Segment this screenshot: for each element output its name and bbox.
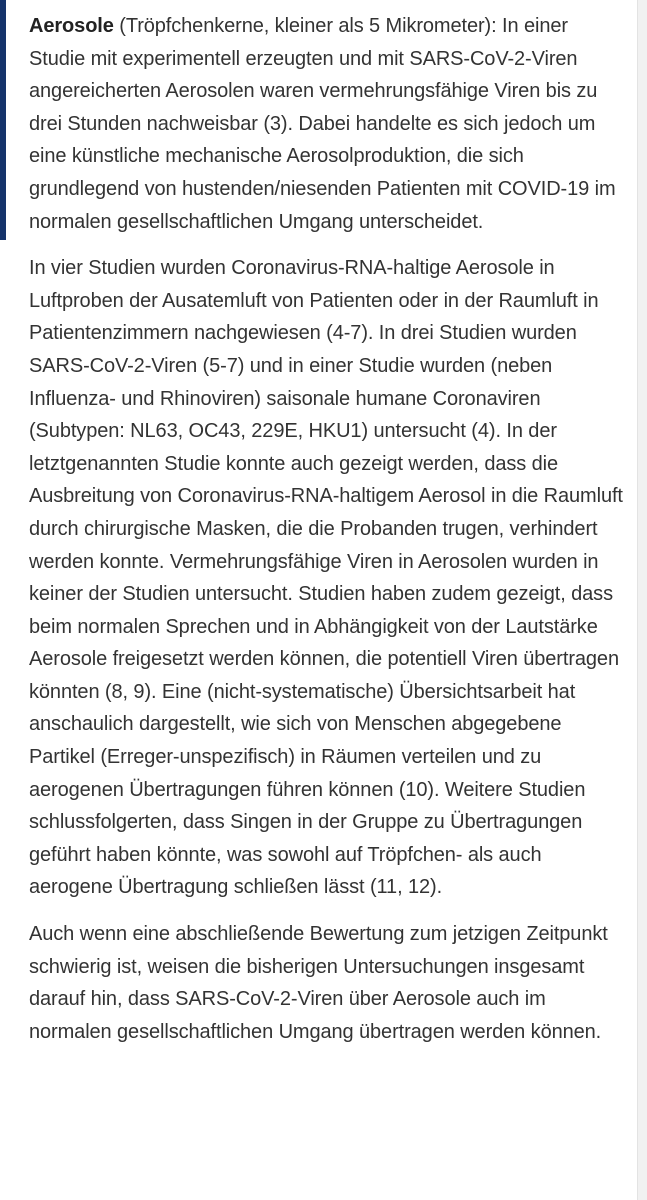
paragraph-studies: In vier Studien wurden Coronavirus-RNA-haltige Aerosole in Luftproben der Ausatemluft von Patienten oder in der Raumluft in Patientenzimmern nachgewiesen (4-7). In drei Studien wurden SARS-CoV-2-Viren (5-7) und in einer Studie wurden (neben Influenza- und Rhinoviren) saisonale humane Coronaviren (Subtypen: NL63, OC43, 229E, HKU1) untersucht (4). In der letztgenannten Studie konnte auch gezeigt werden, dass die Ausbreitung von Coronavirus-RNA-haltigem Aerosol in die Raumluft durch chirurgische Masken, die die Probanden trugen, verhindert werden konnte. Vermehrungsfähige Viren in Aerosolen wurden in keiner der Studien untersucht. Studien haben zudem gezeigt, dass beim normalen Sprechen und in Abhängigkeit von der Lautstärke Aerosole freigesetzt werden können, die potentiell Viren übertragen könnten (8, 9). Eine (nicht-systematische) Übersichtsarbeit hat anschaulich dargestellt, wie sich von Menschen abgegebene Partikel (Erreger-unspezifisch) in Räumen verteilen und zu aerogenen Übertragungen führen können (10). Weitere Studien schlussfolgerten, dass Singen in der Gruppe zu Übertragungen geführt haben könnte, was sowohl auf Tröpfchen- als auch aerogene Übertragung schließen lässt (11, 12). (29, 257, 623, 899)
paragraph-aerosole-text: (Tröpfchenkerne, kleiner als 5 Mikrometer): In einer Studie mit experimentell erzeugten und mit SARS-CoV-2-Viren angereicherten Aerosolen waren vermehrungsfähige Viren bis zu drei Stunden nachweisbar (3). Dabei handelte es sich jedoch um eine künstliche mechanische Aerosolproduktion, die sich grundlegend von hustenden/niesenden Patienten mit COVID-19 im normalen gesellschaftlichen Umgang unterscheidet. (29, 15, 616, 233)
term-aerosole: Aerosole (29, 15, 114, 37)
paragraph-aerosole (29, 10, 629, 238)
section-accent-bar (0, 0, 6, 240)
paragraph-conclusion: Auch wenn eine abschließende Bewertung zum jetzigen Zeitpunkt schwierig ist, weisen die bisherigen Untersuchungen insgesamt darauf hin, dass SARS-CoV-2-Viren über Aerosole auch im normalen gesellschaftlichen Umgang übertragen werden können. (29, 923, 608, 1043)
article-body (29, 10, 629, 1062)
